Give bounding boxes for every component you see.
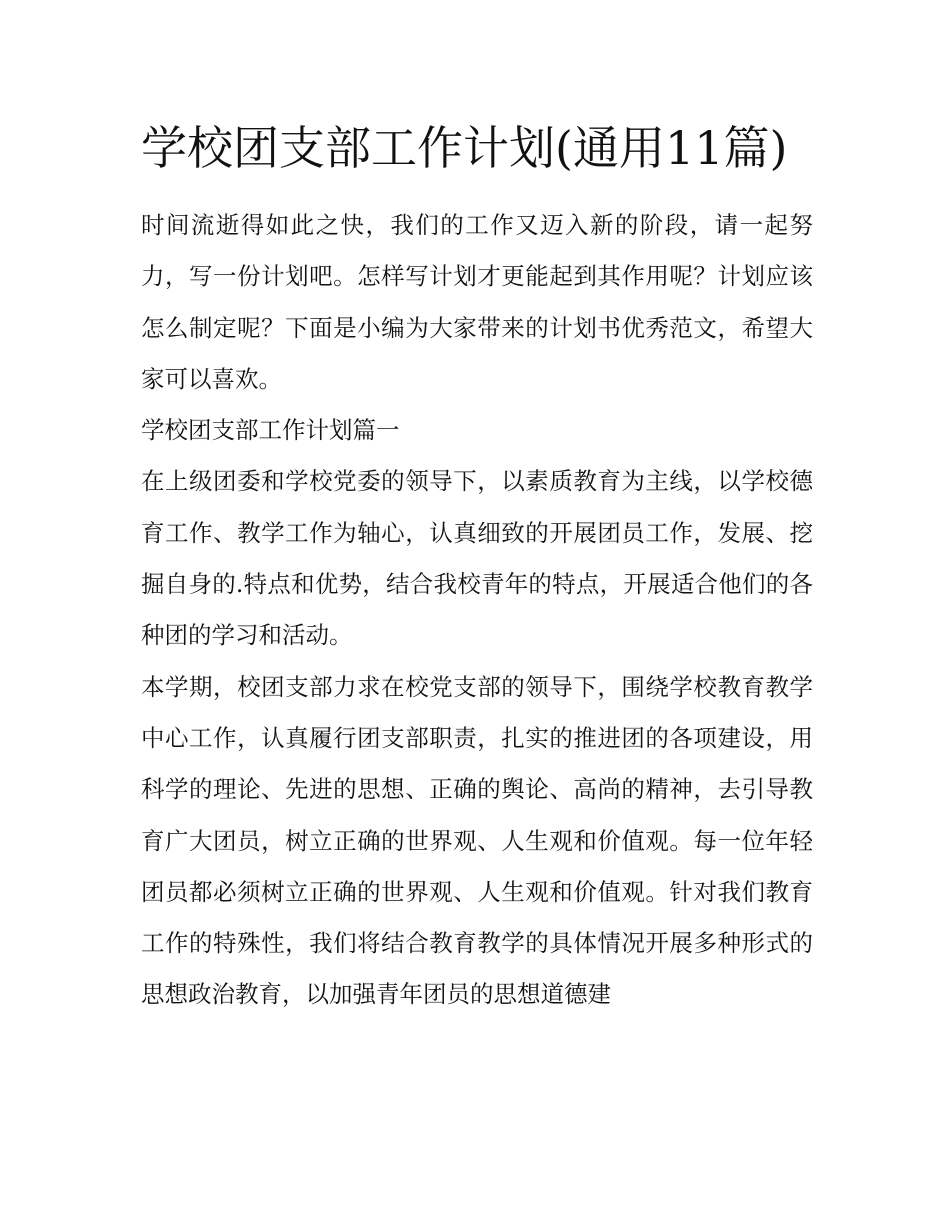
body-paragraph-2: 本学期，校团支部力求在校党支部的领导下，围绕学校教育教学中心工作，认真履行团支部职责，扎实的推进团的各项建设，用科学的理论、先进的思想、正确的舆论、高尚的精神，去引导教育广大团员，树立正确的世界观、人生观和价值观。每一位年轻团员都必须树立正确的世界观、人生观和价值观。针对我们教育工作的特殊性，我们将结合教育教学的具体情况开展多种形式的思想政治教育，以加强青年团员的思想道德建 [141,672,813,1009]
document-title: 学校团支部工作计划(通用11篇) [141,121,788,175]
document-body [141,200,813,1021]
intro-paragraph: 时间流逝得如此之快，我们的工作又迈入新的阶段，请一起努力，写一份计划吧。怎样写计划才更能起到其作用呢？计划应该怎么制定呢？下面是小编为大家带来的计划书优秀范文，希望大家可以喜欢。 [141,211,813,393]
body-paragraph-1: 在上级团委和学校党委的领导下，以素质教育为主线，以学校德育工作、教学工作为轴心，认真细致的开展团员工作，发展、挖掘自身的.特点和优势，结合我校青年的特点，开展适合他们的各种团的学习和活动。 [141,467,813,650]
document-content [141,110,813,1021]
section-heading: 学校团支部工作计划篇一 [141,416,400,445]
